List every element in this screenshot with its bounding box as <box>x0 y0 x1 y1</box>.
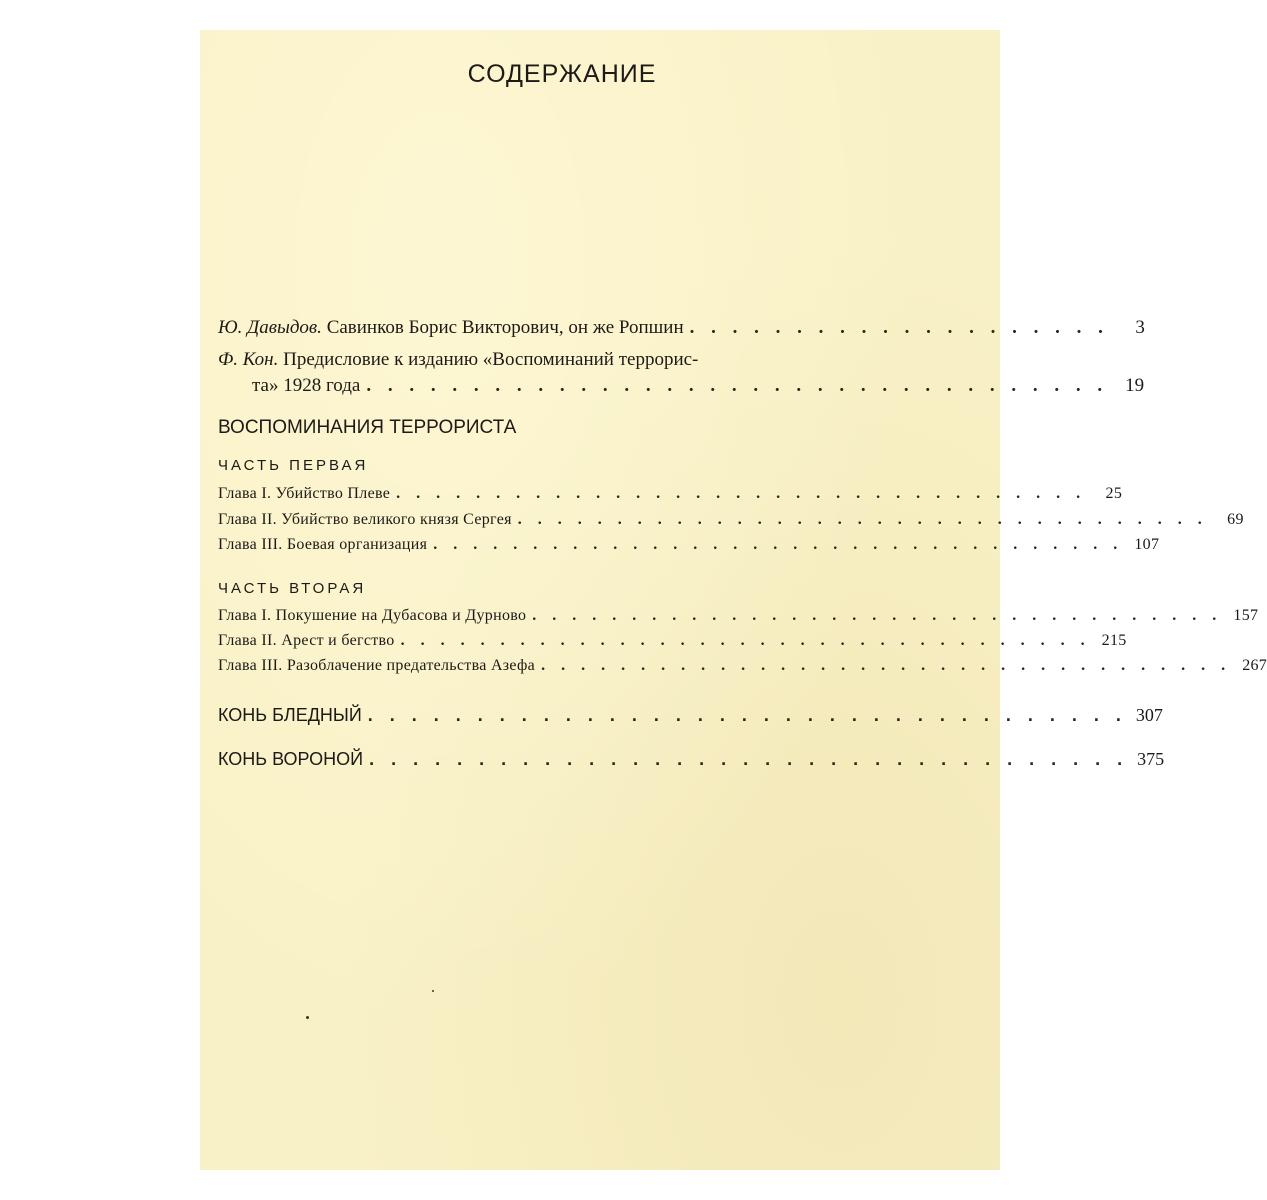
toc-chapter[interactable] <box>218 485 1123 503</box>
book-page <box>200 30 1267 1170</box>
work-title: КОНЬ ВОРОНОЙ <box>218 749 364 769</box>
leader-dots: . . . . . . . . . . . . . . . . . . . . . . . . . . . . . . . . . . . <box>541 657 1232 674</box>
toc-work-kon-voronoi[interactable] <box>218 749 1165 770</box>
toc-chapter[interactable] <box>218 511 1244 529</box>
leader-dots: . . . . . . . . . . . . . . . . . . . . . . . . . . . . . . . . . . . <box>369 749 1129 769</box>
leader-dots: . . . . . . . . . . . . . . . . . . . . . . . . . . . . . . . . . . . <box>532 607 1223 624</box>
entry-title-continued: та» 1928 года <box>252 375 361 396</box>
leader-dots: . . . . . . . . . . . . . . . . . . . . . . . . . . . . . . . . . . . <box>517 511 1208 528</box>
toc-entry-kon-line2[interactable] <box>252 375 1145 397</box>
page-title: СОДЕРЖАНИЕ <box>467 60 657 88</box>
leader-dots: . . . . . . . . . . . . . . . . . . . . . . . . . . . . . . . . . . . <box>396 485 1087 502</box>
chapter-page-number: 25 <box>1105 485 1123 502</box>
section-title: ВОСПОМИНАНИЯ ТЕРРОРИСТА <box>218 417 517 438</box>
leader-dots: . . . . . . . . . . . . . . . . . . . . <box>689 317 1109 338</box>
part-title: ЧАСТЬ ВТОРАЯ <box>218 580 367 597</box>
chapter-title: Глава I. Убийство Плеве <box>218 485 391 502</box>
leader-dots: . . . . . . . . . . . . . . . . . . . . . . . . . . . . . . . . . . . <box>367 705 1127 725</box>
part-title: ЧАСТЬ ПЕРВАЯ <box>218 457 369 474</box>
entry-page-number: 19 <box>1125 375 1145 396</box>
chapter-title: Глава II. Арест и бегство <box>218 632 395 649</box>
chapter-page-number: 157 <box>1233 607 1259 624</box>
chapter-page-number: 215 <box>1101 632 1127 649</box>
paper-speck <box>432 990 434 992</box>
entry-author: Ю. Давыдов. <box>218 317 322 338</box>
entry-title: Савинков Борис Викторович, он же Ропшин <box>326 317 684 338</box>
leader-dots: . . . . . . . . . . . . . . . . . . . . . . . . . . . . . . . . . . . <box>400 632 1091 649</box>
chapter-title: Глава III. Разоблачение предательства Азефа <box>218 657 536 674</box>
toc-chapter[interactable] <box>218 607 1259 625</box>
chapter-title: Глава III. Боевая организация <box>218 536 428 553</box>
chapter-title: Глава I. Покушение на Дубасова и Дурново <box>218 607 527 624</box>
toc-work-kon-blednyi[interactable] <box>218 705 1163 726</box>
paper-speck <box>306 1016 309 1019</box>
toc-entry-davydov[interactable] <box>218 317 1145 339</box>
entry-title: Предисловие к изданию «Воспоминаний террорис- <box>283 349 699 370</box>
toc-chapter[interactable] <box>218 632 1127 650</box>
chapter-page-number: 69 <box>1227 511 1244 528</box>
work-page-number: 307 <box>1135 705 1163 725</box>
entry-page-number: 3 <box>1135 317 1145 338</box>
toc-entry-kon-line1[interactable] <box>218 349 698 371</box>
work-title: КОНЬ БЛЕДНЫЙ <box>218 705 362 725</box>
chapter-title: Глава II. Убийство великого князя Сергея <box>218 511 512 528</box>
work-page-number: 375 <box>1137 749 1165 769</box>
entry-author: Ф. Кон. <box>218 349 279 370</box>
toc-chapter[interactable] <box>218 536 1160 554</box>
chapter-page-number: 267 <box>1242 657 1267 674</box>
leader-dots: . . . . . . . . . . . . . . . . . . . . . . . . . . . . . . . . . . . <box>366 375 1109 396</box>
toc-chapter[interactable] <box>218 657 1267 675</box>
chapter-page-number: 107 <box>1134 536 1160 553</box>
leader-dots: . . . . . . . . . . . . . . . . . . . . . . . . . . . . . . . . . . . <box>433 536 1124 553</box>
